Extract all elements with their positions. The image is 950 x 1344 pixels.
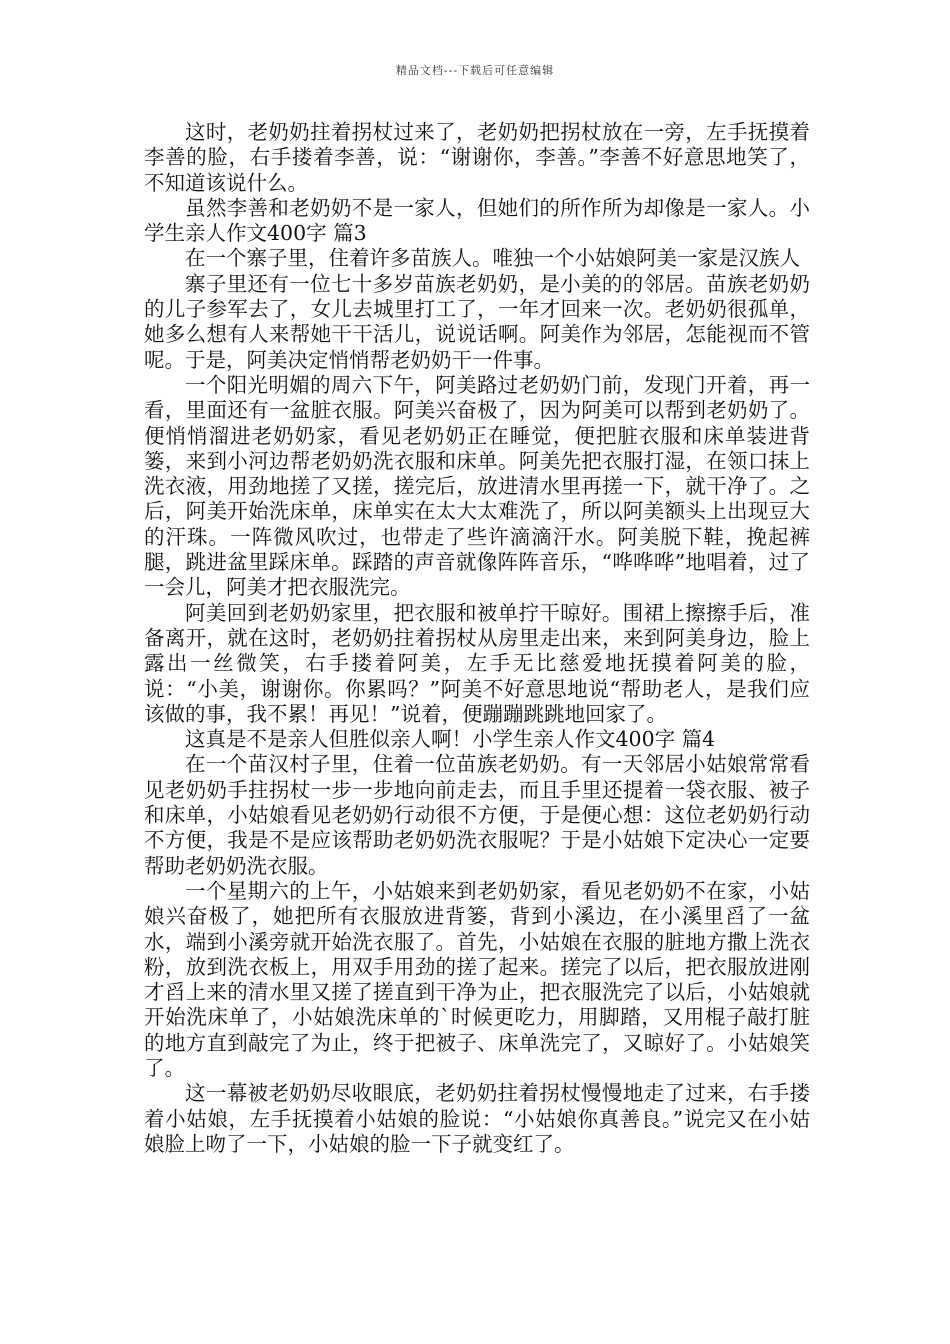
paragraph: 这真是不是亲人但胜似亲人啊！小学生亲人作文400字 篇4 xyxy=(185,727,716,752)
document-body xyxy=(144,120,810,1157)
paragraph: 虽然李善和老奶奶不是一家人，但她们的所作所为却像是一家人。小学生亲人作文400字 篇3 xyxy=(144,195,810,246)
paragraph: 寨子里还有一位七十多岁苗族老奶奶，是小美的的邻居。苗族老奶奶的儿子参军去了，女儿去城里打工了，一年才回来一次。老奶奶很孤单，她多么想有人来帮她干干活儿，说说话啊。阿美作为邻居，怎能视而不管呢。于是，阿美决定悄悄帮老奶奶干一件事。 xyxy=(144,271,810,372)
paragraph: 在一个寨子里，住着许多苗族人。唯独一个小姑娘阿美一家是汉族人 xyxy=(185,246,800,271)
paragraph: 一个阳光明媚的周六下午，阿美路过老奶奶门前，发现门开着，再一看，里面还有一盆脏衣服。阿美兴奋极了，因为阿美可以帮到老奶奶了。便悄悄溜进老奶奶家，看见老奶奶正在睡觉，便把脏衣服和床单装进背篓，来到小河边帮老奶奶洗衣服和床单。阿美先把衣服打湿，在领口抹上洗衣液，用劲地搓了又搓，搓完后，放进清水里再搓一下，就干净了。之后，阿美开始洗床单，床单实在太大太难洗了，所以阿美额头上出现豆大的汗珠。一阵微风吹过，也带走了些许滴滴汗水。阿美脱下鞋，挽起裤腿，跳进盆里踩床单。踩踏的声音就像阵阵音乐，“哗哗哗”地唱着，过了一会儿，阿美才把衣服洗完。 xyxy=(144,372,810,600)
paragraph: 一个星期六的上午，小姑娘来到老奶奶家，看见老奶奶不在家，小姑娘兴奋极了，她把所有衣服放进背篓，背到小溪边，在小溪里舀了一盆水，端到小溪旁就开始洗衣服了。首先，小姑娘在衣服的脏地方撒上洗衣粉，放到洗衣板上，用双手用劲的搓了起来。搓完了以后，把衣服放进刚才舀上来的清水里又搓了搓直到干净为止，把衣服洗完了以后，小姑娘就开始洗床单了，小姑娘洗床单的`时候更吃力，用脚踏，又用棍子敲打脏的地方直到敲完了为止，终于把被子、床单洗完了，又晾好了。小姑娘笑了。 xyxy=(144,878,810,1080)
paragraph: 阿美回到老奶奶家里，把衣服和被单拧干晾好。围裙上擦擦手后，准备离开，就在这时，老奶奶拄着拐杖从房里走出来，来到阿美身边，脸上露出一丝微笑，右手搂着阿美，左手无比慈爱地抚摸着阿美的脸，说：“小美，谢谢你。你累吗？”阿美不好意思地说“帮助老人，是我们应该做的事，我不累！再见！”说着，便蹦蹦跳跳地回家了。 xyxy=(144,600,810,726)
paragraph: 这时，老奶奶拄着拐杖过来了，老奶奶把拐杖放在一旁，左手抚摸着李善的脸，右手搂着李善，说：“谢谢你，李善。”李善不好意思地笑了，不知道该说什么。 xyxy=(144,120,810,195)
page-header: 精品文档---下载后可任意编辑 xyxy=(395,64,555,77)
paragraph: 在一个苗汉村子里，住着一位苗族老奶奶。有一天邻居小姑娘常常看见老奶奶手拄拐杖一步一步地向前走去，而且手里还提着一袋衣服、被子和床单，小姑娘看见老奶奶行动很不方便，于是便心想：这位老奶奶行动不方便，我是不是应该帮助老奶奶洗衣服呢？于是小姑娘下定决心一定要帮助老奶奶洗衣服。 xyxy=(144,752,810,878)
paragraph: 这一幕被老奶奶尽收眼底，老奶奶拄着拐杖慢慢地走了过来，右手搂着小姑娘，左手抚摸着小姑娘的脸说：“小姑娘你真善良。”说完又在小姑娘脸上吻了一下，小姑娘的脸一下子就变红了。 xyxy=(144,1081,810,1156)
